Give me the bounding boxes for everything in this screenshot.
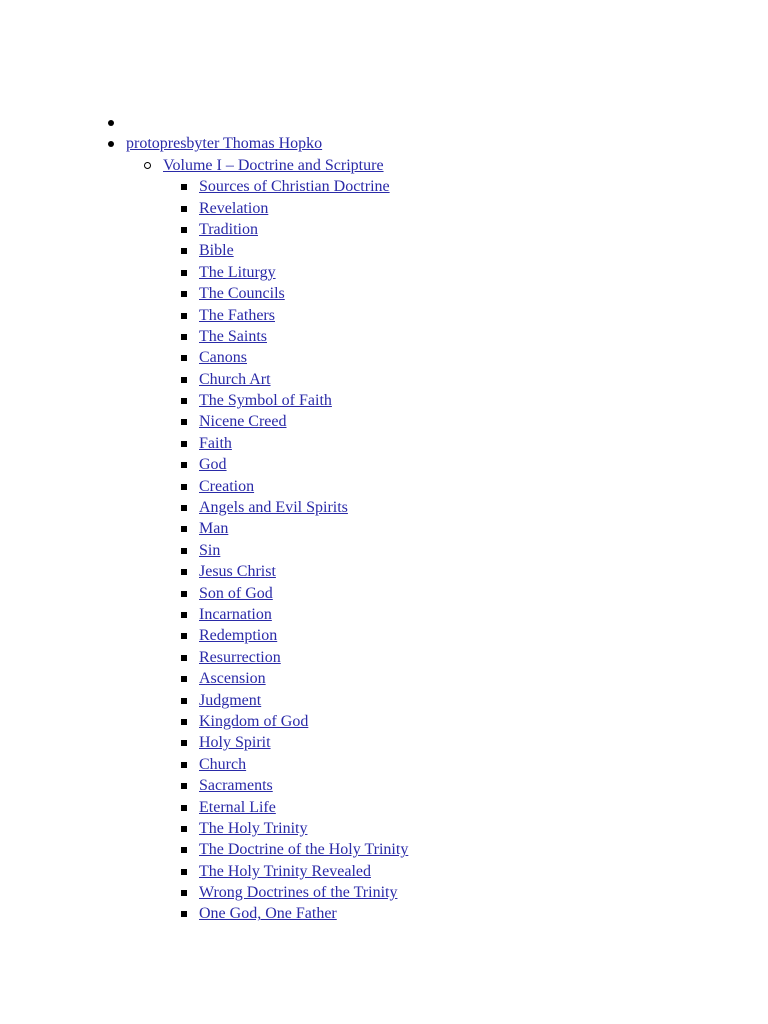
bullet-disc-icon	[108, 120, 114, 126]
chapter-link[interactable]: Faith	[199, 434, 232, 452]
bullet-square-icon	[181, 462, 187, 468]
chapter-list-item	[0, 326, 768, 347]
chapter-list-item	[0, 540, 768, 561]
chapter-list	[0, 176, 768, 925]
chapter-list-item	[0, 476, 768, 497]
bullet-square-icon	[181, 762, 187, 768]
bullet-disc-icon	[108, 141, 114, 147]
bullet-square-icon	[181, 719, 187, 725]
chapter-link[interactable]: Canons	[199, 349, 247, 367]
chapter-link[interactable]: Sources of Christian Doctrine	[199, 178, 390, 196]
bullet-square-icon	[181, 655, 187, 661]
bullet-square-icon	[181, 248, 187, 254]
bullet-square-icon	[181, 783, 187, 789]
author-link[interactable]: protopresbyter Thomas Hopko	[126, 135, 323, 153]
bullet-square-icon	[181, 377, 187, 383]
chapter-link[interactable]: God	[199, 456, 227, 474]
chapter-link[interactable]: Resurrection	[199, 648, 281, 666]
chapter-list-item	[0, 882, 768, 903]
bullet-square-icon	[181, 313, 187, 319]
bullet-square-icon	[181, 890, 187, 896]
chapter-link[interactable]: Kingdom of God	[199, 712, 309, 730]
list-item-volume	[0, 155, 768, 176]
chapter-list-item	[0, 561, 768, 582]
chapter-link[interactable]: Bible	[199, 242, 234, 260]
list-item-empty	[0, 112, 768, 133]
chapter-list-item	[0, 240, 768, 261]
chapter-list-item	[0, 369, 768, 390]
bullet-square-icon	[181, 206, 187, 212]
chapter-link[interactable]: The Councils	[199, 285, 285, 303]
bullet-square-icon	[181, 419, 187, 425]
volume-link[interactable]: Volume I – Doctrine and Scripture	[163, 156, 384, 174]
chapter-list-item	[0, 454, 768, 475]
chapter-link[interactable]: Jesus Christ	[199, 563, 276, 581]
chapter-link[interactable]: Eternal Life	[199, 798, 276, 816]
chapter-list-item	[0, 818, 768, 839]
chapter-list-item	[0, 518, 768, 539]
chapter-link[interactable]: Man	[199, 520, 229, 538]
chapter-link[interactable]: Nicene Creed	[199, 413, 287, 431]
chapter-link[interactable]: The Holy Trinity Revealed	[199, 862, 371, 880]
chapter-link[interactable]: Ascension	[199, 670, 266, 688]
bullet-square-icon	[181, 740, 187, 746]
chapter-link[interactable]: Sacraments	[199, 777, 273, 795]
chapter-list-item	[0, 411, 768, 432]
bullet-square-icon	[181, 869, 187, 875]
chapter-link[interactable]: The Fathers	[199, 306, 275, 324]
chapter-list-item	[0, 390, 768, 411]
bullet-square-icon	[181, 526, 187, 532]
bullet-square-icon	[181, 334, 187, 340]
chapter-list-item	[0, 839, 768, 860]
bullet-square-icon	[181, 291, 187, 297]
bullet-square-icon	[181, 612, 187, 618]
chapter-list-item	[0, 903, 768, 924]
chapter-list-item	[0, 583, 768, 604]
bullet-square-icon	[181, 805, 187, 811]
bullet-square-icon	[181, 484, 187, 490]
chapter-link[interactable]: Creation	[199, 477, 255, 495]
bullet-square-icon	[181, 676, 187, 682]
bullet-square-icon	[181, 911, 187, 917]
chapter-list-item	[0, 198, 768, 219]
chapter-link[interactable]: The Holy Trinity	[199, 819, 308, 837]
chapter-link[interactable]: Tradition	[199, 220, 258, 238]
chapter-link[interactable]: Son of God	[199, 584, 273, 602]
bullet-circle-icon	[144, 162, 151, 169]
bullet-square-icon	[181, 270, 187, 276]
chapter-link[interactable]: The Doctrine of the Holy Trinity	[199, 841, 409, 859]
chapter-list-item	[0, 668, 768, 689]
chapter-list-item	[0, 433, 768, 454]
chapter-link[interactable]: One God, One Father	[199, 905, 337, 923]
chapter-link[interactable]: Holy Spirit	[199, 734, 271, 752]
bullet-square-icon	[181, 847, 187, 853]
chapter-link[interactable]: The Symbol of Faith	[199, 392, 332, 410]
chapter-list-item	[0, 797, 768, 818]
chapter-link[interactable]: Church	[199, 755, 247, 773]
chapter-list-item	[0, 305, 768, 326]
chapter-list-item	[0, 690, 768, 711]
chapter-list-item	[0, 604, 768, 625]
chapter-list-item	[0, 283, 768, 304]
bullet-square-icon	[181, 441, 187, 447]
chapter-list-item	[0, 647, 768, 668]
bullet-square-icon	[181, 227, 187, 233]
chapter-list-item	[0, 732, 768, 753]
chapter-link[interactable]: Redemption	[199, 627, 278, 645]
chapter-list-item	[0, 497, 768, 518]
chapter-link[interactable]: Sin	[199, 541, 221, 559]
bullet-square-icon	[181, 633, 187, 639]
chapter-list-item	[0, 219, 768, 240]
chapter-list-item	[0, 861, 768, 882]
chapter-list-item	[0, 775, 768, 796]
chapter-link[interactable]: The Liturgy	[199, 263, 276, 281]
nav-list	[0, 0, 768, 176]
chapter-link[interactable]: Angels and Evil Spirits	[199, 499, 348, 517]
chapter-link[interactable]: Wrong Doctrines of the Trinity	[199, 884, 398, 902]
chapter-list-item	[0, 625, 768, 646]
bullet-square-icon	[181, 184, 187, 190]
chapter-list-item	[0, 347, 768, 368]
chapter-list-item	[0, 262, 768, 283]
chapter-link[interactable]: The Saints	[199, 327, 267, 345]
chapter-link[interactable]: Church Art	[199, 370, 271, 388]
chapter-list-item	[0, 754, 768, 775]
bullet-square-icon	[181, 355, 187, 361]
chapter-link[interactable]: Judgment	[199, 691, 262, 709]
bullet-square-icon	[181, 505, 187, 511]
chapter-link[interactable]: Incarnation	[199, 605, 272, 623]
list-item-author	[0, 133, 768, 154]
chapter-list-item	[0, 176, 768, 197]
bullet-square-icon	[181, 569, 187, 575]
bullet-square-icon	[181, 698, 187, 704]
chapter-link[interactable]: Revelation	[199, 199, 269, 217]
chapter-list-item	[0, 711, 768, 732]
bullet-square-icon	[181, 591, 187, 597]
bullet-square-icon	[181, 548, 187, 554]
bullet-square-icon	[181, 398, 187, 404]
bullet-square-icon	[181, 826, 187, 832]
